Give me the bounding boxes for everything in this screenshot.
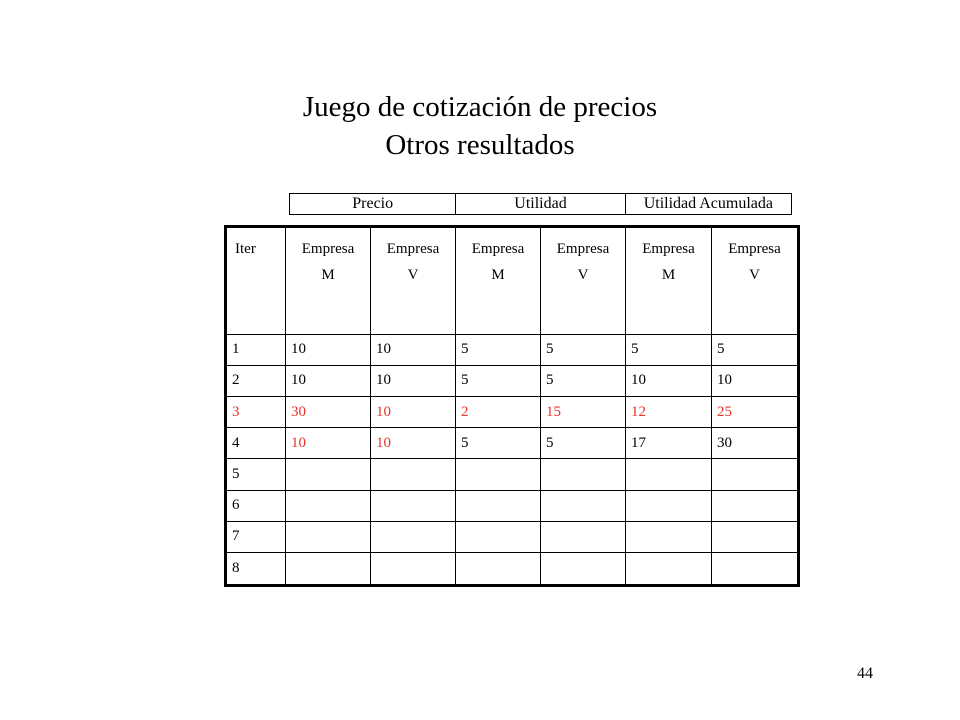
table-cell: [626, 552, 712, 585]
column-header: [626, 227, 712, 335]
table-row: [226, 365, 799, 396]
table-cell: [456, 521, 541, 552]
table-cell: 2: [456, 396, 541, 427]
iter-cell: 2: [226, 365, 286, 396]
column-header: [371, 227, 456, 335]
table-cell: [456, 490, 541, 521]
table-cell: [286, 490, 371, 521]
table-cell: [371, 459, 456, 490]
table-cell: [541, 490, 626, 521]
group-header-utilidad: Utilidad: [456, 194, 625, 214]
column-header: [456, 227, 541, 335]
column-header-line1: Empresa: [728, 241, 781, 257]
group-header-bar: [289, 193, 792, 215]
table-cell: 10: [371, 365, 456, 396]
table-cell: [712, 521, 799, 552]
table-cell: 5: [712, 334, 799, 365]
iter-cell: 4: [226, 428, 286, 459]
table-cell: [456, 552, 541, 585]
table-cell: [286, 552, 371, 585]
column-header-iter: Iter: [226, 227, 286, 335]
table-cell: 10: [626, 365, 712, 396]
table-cell: [712, 459, 799, 490]
column-header: [541, 227, 626, 335]
column-header: [286, 227, 371, 335]
table-cell: 5: [626, 334, 712, 365]
table-cell: [626, 490, 712, 521]
column-header-line2: M: [491, 267, 505, 283]
column-header-line1: Empresa: [301, 241, 355, 257]
table-cell: 15: [541, 396, 626, 427]
iter-cell: 7: [226, 521, 286, 552]
table-cell: 10: [286, 365, 371, 396]
table-row: [226, 428, 799, 459]
iter-cell: 3: [226, 396, 286, 427]
table-row: [226, 490, 799, 521]
iter-cell: 6: [226, 490, 286, 521]
page-subtitle: Otros resultados: [385, 129, 575, 161]
table-cell: 30: [286, 396, 371, 427]
table-cell: 10: [286, 428, 371, 459]
table-cell: 12: [626, 396, 712, 427]
iter-cell: 5: [226, 459, 286, 490]
table-cell: 10: [712, 365, 799, 396]
table-cell: 10: [371, 428, 456, 459]
table-cell: 5: [456, 428, 541, 459]
page-number: 44: [857, 665, 873, 682]
column-header-line1: Empresa: [386, 241, 440, 257]
table-header-row: [226, 227, 799, 335]
iter-cell: 1: [226, 334, 286, 365]
table-cell: [712, 552, 799, 585]
column-header-line1: Empresa: [556, 241, 610, 257]
column-header-line2: V: [577, 267, 589, 283]
page-title: Juego de cotización de precios: [302, 91, 658, 123]
column-header-line2: V: [749, 267, 760, 283]
table-cell: 17: [626, 428, 712, 459]
table-row: [226, 552, 799, 585]
group-header-utilidad-acumulada: Utilidad Acumulada: [643, 195, 773, 212]
table-cell: 30: [712, 428, 799, 459]
table-cell: 5: [456, 334, 541, 365]
column-header-line2: M: [321, 267, 335, 283]
table-row: [226, 521, 799, 552]
table-cell: 5: [541, 428, 626, 459]
table-row: [226, 396, 799, 427]
table-cell: [626, 459, 712, 490]
table-cell: 10: [371, 334, 456, 365]
table-cell: 10: [286, 334, 371, 365]
column-header: [712, 227, 799, 335]
table-cell: [371, 552, 456, 585]
table-cell: 10: [371, 396, 456, 427]
group-header-precio: Precio: [290, 194, 456, 214]
table-cell: [286, 521, 371, 552]
table-row: [226, 334, 799, 365]
table-cell: [371, 490, 456, 521]
table-cell: 5: [456, 365, 541, 396]
table-cell: [541, 521, 626, 552]
table-row: [226, 459, 799, 490]
column-header-line2: V: [407, 267, 419, 283]
column-header-line1: Empresa: [642, 241, 695, 257]
column-header-line1: Empresa: [471, 241, 525, 257]
table-cell: 25: [712, 396, 799, 427]
table-cell: 5: [541, 365, 626, 396]
iter-cell: 8: [226, 552, 286, 585]
table-cell: [541, 459, 626, 490]
table-cell: [456, 459, 541, 490]
table-cell: [371, 521, 456, 552]
table-cell: 5: [541, 334, 626, 365]
table-cell: [541, 552, 626, 585]
table-cell: [712, 490, 799, 521]
table-cell: [286, 459, 371, 490]
column-header-line2: M: [661, 267, 676, 283]
table-cell: [626, 521, 712, 552]
results-table: [224, 225, 800, 587]
